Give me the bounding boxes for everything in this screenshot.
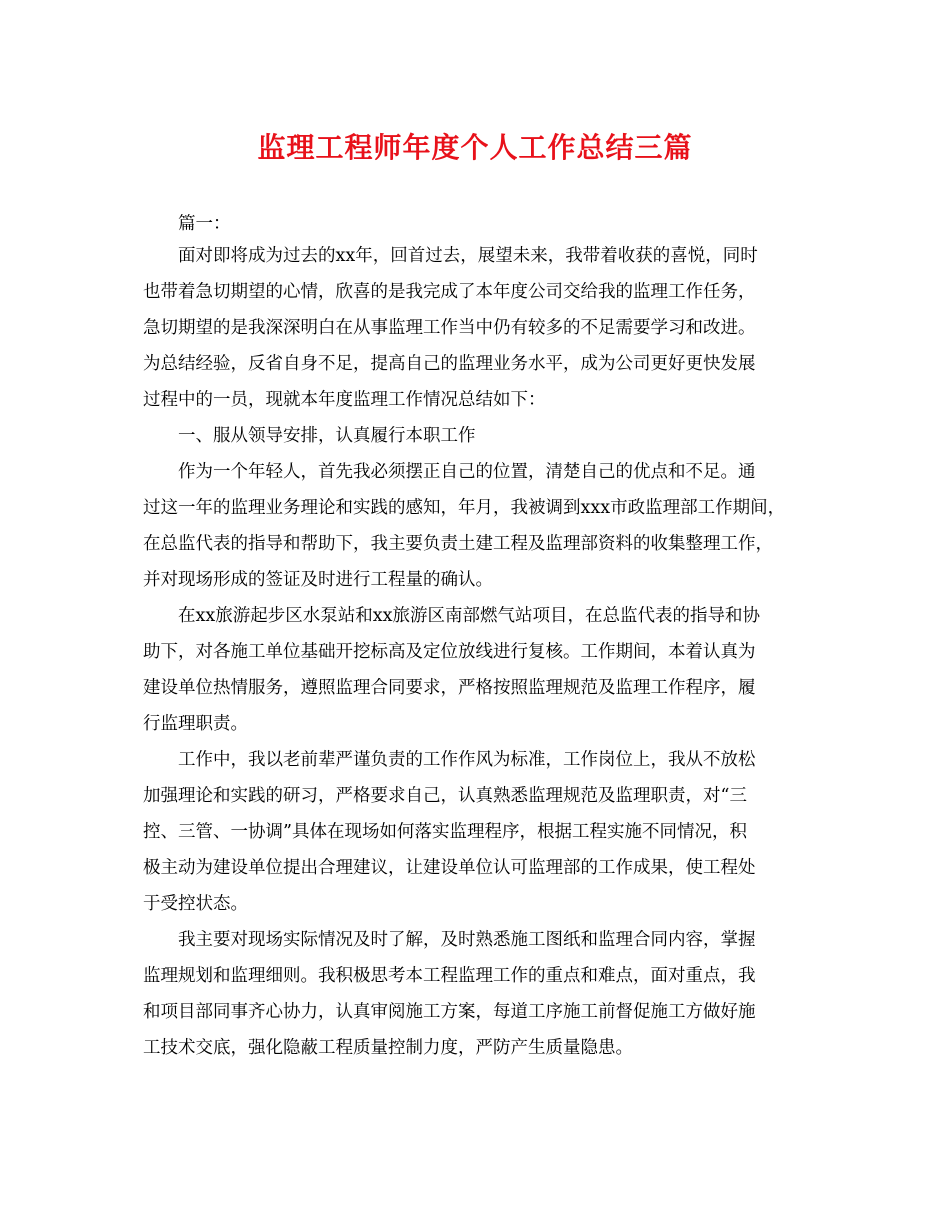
text-line: 和项目部同事齐心协力，认真审阅施工方案，每道工序施工前督促施工方做好施: [143, 1002, 756, 1022]
text-line: 在xx旅游起步区水泵站和xx旅游区南部燃气站项目，在总监代表的指导和协: [178, 606, 760, 626]
text-line: 于受控状态。: [143, 894, 248, 914]
document-title: 监理工程师年度个人工作总结三篇: [257, 131, 693, 164]
text-line: 工作中，我以老前辈严谨负责的工作作风为标准，工作岗位上，我从不放松: [178, 750, 756, 770]
text-line: 加强理论和实践的研习，严格要求自己，认真熟悉监理规范及监理职责，对“三: [143, 786, 747, 806]
text-line: 行监理职责。: [143, 714, 248, 734]
text-line: 助下，对各施工单位基础开挖标高及定位放线进行复核。工作期间，本着认真为: [143, 642, 756, 662]
text-line: 建设单位热情服务，遵照监理合同要求，严格按照监理规范及监理工作程序，履: [143, 678, 756, 698]
text-line: 过程中的一员，现就本年度监理工作情况总结如下：: [143, 390, 546, 410]
text-line: 工技术交底，强化隐蔽工程质量控制力度，严防产生质量隐患。: [143, 1038, 633, 1058]
text-line: 并对现场形成的签证及时进行工程量的确认。: [143, 570, 493, 590]
text-line: 控、三管、一协调”具体在现场如何落实监理程序，根据工程实施不同情况，积: [143, 822, 747, 842]
text-line: 篇一：: [178, 214, 231, 234]
text-line: 我主要对现场实际情况及时了解，及时熟悉施工图纸和监理合同内容，掌握: [178, 930, 756, 950]
text-line: 过这一年的监理业务理论和实践的感知，年月，我被调到xxx市政监理部工作期间，: [143, 498, 786, 518]
text-line: 面对即将成为过去的xx年，回首过去，展望未来，我带着收获的喜悦，同时: [178, 246, 758, 266]
text-line: 为总结经验，反省自身不足，提高自己的监理业务水平，成为公司更好更快发展: [143, 354, 756, 374]
text-line: 作为一个年轻人，首先我必须摆正自己的位置，清楚自己的优点和不足。通: [178, 462, 756, 482]
text-line: 急切期望的是我深深明白在从事监理工作当中仍有较多的不足需要学习和改进。: [143, 318, 756, 338]
text-line: 监理规划和监理细则。我积极思考本工程监理工作的重点和难点，面对重点，我: [143, 966, 756, 986]
text-line: 一、服从领导安排，认真履行本职工作: [178, 426, 476, 446]
text-line: 也带着急切期望的心情，欣喜的是我完成了本年度公司交给我的监理工作任务，: [143, 282, 756, 302]
text-line: 在总监代表的指导和帮助下，我主要负责土建工程及监理部资料的收集整理工作，: [143, 534, 773, 554]
text-line: 极主动为建设单位提出合理建议，让建设单位认可监理部的工作成果，使工程处: [143, 858, 756, 878]
